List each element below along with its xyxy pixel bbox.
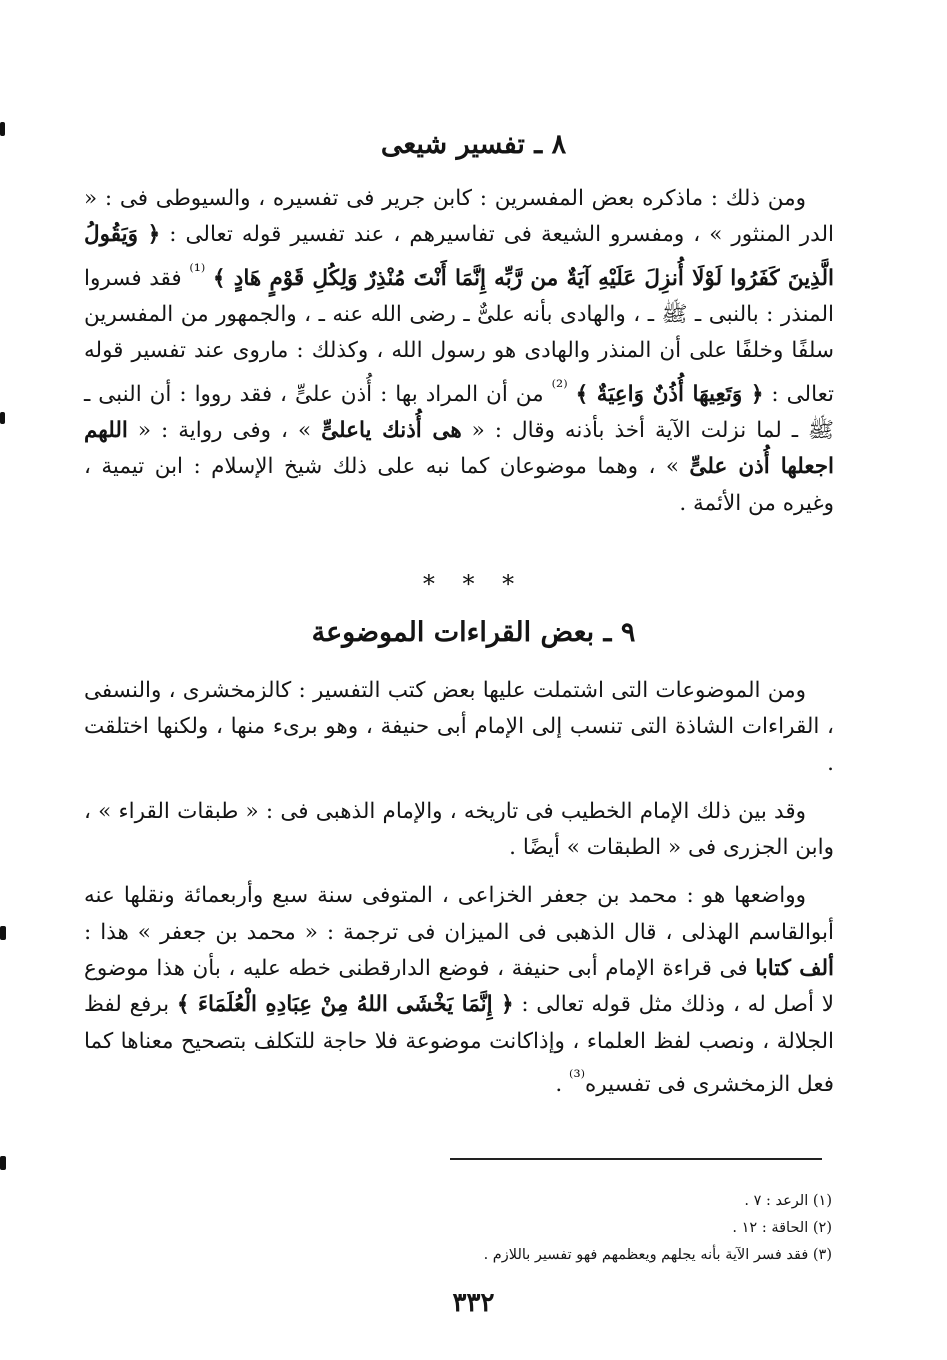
footnotes <box>200 1188 832 1269</box>
fabricated-hadith-1: هى أُذنك ياعلىٍّ <box>321 418 462 444</box>
section-9-paragraph-1: ومن الموضوعات التى اشتملت عليها بعض كتب التفسير : كالزمخشرى ، والنسفى ، القراءات الشاذة التى تنسب إلى الإمام أبى حنيفة ، وهو برىء منها ، ولكنها اختلقت . <box>84 678 834 776</box>
scan-edge-mark <box>0 122 5 136</box>
footnote-1: (١) الرعد : ٧ . <box>744 1193 832 1209</box>
footnote-ref-3: ⁽³⁾ <box>569 1066 586 1088</box>
scan-edge-mark <box>0 926 6 940</box>
section-9-body <box>84 673 834 1103</box>
quran-verse-13-7: ﴿ وَيَقُولُ الَّذِينَ كَفَرُوا لَوْلَا أُنزِلَ عَلَيْهِ آيَةٌ من رَّبِّه إِنَّمَا أَنْتَ مُنْذِرٌ وَلِكُلِ قَوْمٍ هَادٍ ﴾ <box>84 222 834 291</box>
quran-verse-69-12: ﴿ وَتَعِيهَا أُذُنٌ وَاعِيَةٌ ﴾ <box>575 381 764 407</box>
footnote-ref-2: ⁽²⁾ <box>551 376 568 398</box>
scan-edge-mark <box>0 1156 6 1170</box>
section-9-heading: ٩ ـ بعض القراءات الموضوعة <box>311 617 636 648</box>
quran-verse-35-28: ﴿ إِنَّمَا يَخْشَى اللهُ مِنْ عِبَادِهِ الْعُلَمَاءَ ﴾ <box>176 992 514 1018</box>
footnote-divider <box>450 1158 822 1160</box>
footnote-2: (٢) الحاقة : ١٢ . <box>732 1220 832 1236</box>
scan-edge-mark <box>0 412 5 424</box>
page-number: ٣٣٢ <box>452 1288 495 1318</box>
section-8-body <box>84 181 834 522</box>
footnote-3: (٣) فقد فسر الآية بأنه يجلهم ويعظمهم فهو تفسير باللازم . <box>483 1247 832 1263</box>
section-separator: * * * <box>422 570 525 598</box>
footnote-ref-1: ⁽¹⁾ <box>189 260 206 282</box>
section-8-paragraph: ومن ذلك : ماذكره بعض المفسرين : كابن جرير فى تفسيره ، والسيوطى فى : « الدر المنثور » ، ومفسرو الشيعة فى تفاسيرهم ، عند تفسير قوله تعالى : ﴿ وَيَقُولُ الَّذِينَ كَفَرُوا لَوْلَا أُنزِلَ عَلَيْهِ آيَةٌ من رَّبِّه إِنَّمَا أَنْتَ مُنْذِرٌ وَلِكُلِ قَوْمٍ هَادٍ ﴾ $^{^{(1)}}$ فقد فسروا المنذر : بالنبى ـ ﷺ ـ ، والهادى بأنه علىٌّ ـ رضى الله عنه ـ ، والجمهور من المفسرين سلفًا وخلفًا على أن المنذر والهادى هو رسول الله ، وكذلك : ماروى عند تفسير قوله تعالى : ﴿ وَتَعِيهَا أُذُنٌ وَاعِيَةٌ ﴾ $^{^{(2)}}$ من أن المراد بها : أُذن علىٍّ ، فقد رووا : أن النبى ـ ﷺ ـ لما نزلت الآية أخذ بأذنه وقال : « هى أُذنك ياعلىٍّ » ، وفى رواية : « اللهم اجعلها أُذن علىٍّ » ، وهما موضوعان كما نبه على ذلك شيخ الإسلام : ابن تيمية ، وغيره من الأئمة . <box>84 186 834 516</box>
fabricated-hadith-2: اللهم اجعلها أُذن علىٍّ <box>84 418 834 480</box>
section-9-paragraph-2: وقد بين ذلك الإمام الخطيب فى تاريخه ، والإمام الذهبى فى : « طبقات القراء » ، وابن الجزرى فى « الطبقات » أيضًا . <box>84 798 834 861</box>
section-8-heading: ٨ ـ تفسير شيعى <box>380 129 567 160</box>
book-phrase: ألف كتابا <box>755 956 834 982</box>
section-9-paragraph-3: وواضعها هو : محمد بن جعفر الخزاعى ، المتوفى سنة سبع وأربعمائة ونقلها عنه أبوالقاسم الهذلى ، قال الذهبى فى الميزان فى ترجمة : « محمد بن جعفر » هذا : ألف كتابا فى قراءة الإمام أبى حنيفة ، فوضع الدارقطنى خطه عليه ، بأن هذا موضوع لا أصل له ، وذلك مثل قوله تعالى : ﴿ إِنَّمَا يَخْشَى اللهُ مِنْ عِبَادِهِ الْعُلَمَاءَ ﴾ برفع لفظ الجلالة ، ونصب لفظ العلماء ، وإذاكانت موضوعة فلا حاجة للتكلف بتصحيح معناها كما فعل الزمخشرى فى تفسيره$^{^{(3)}}$ . <box>84 883 835 1098</box>
